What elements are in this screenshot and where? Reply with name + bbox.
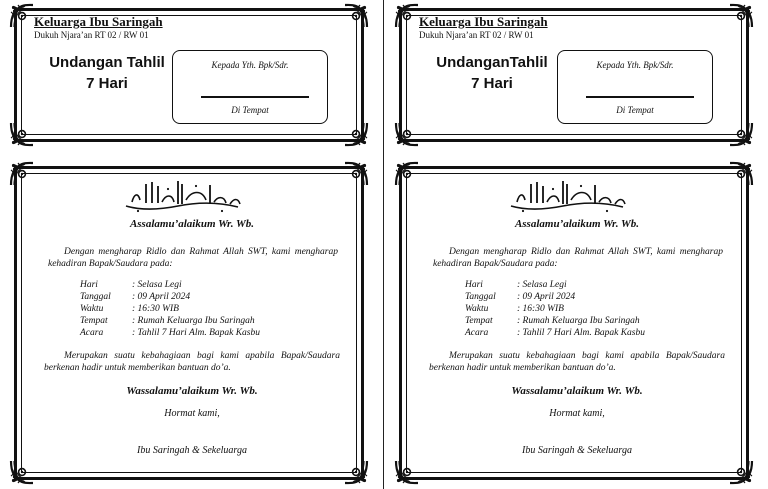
event-details [80, 279, 260, 339]
title-line-1: Undangan Tahlil [49, 54, 165, 71]
invitation-title [417, 52, 567, 94]
opening-greeting: Assalamu’alaikum Wr. Wb. [129, 218, 255, 230]
host-family-name: Keluarga Ibu Saringah [34, 14, 163, 29]
flourish-corner-icon [728, 3, 754, 29]
flourish-corner-icon [728, 161, 754, 187]
flourish-corner-icon [394, 121, 420, 147]
opening-greeting: Assalamu’alaikum Wr. Wb. [514, 218, 640, 230]
flourish-corner-icon [728, 121, 754, 147]
flourish-corner-icon [343, 161, 369, 187]
flourish-corner-icon [394, 459, 420, 485]
recipient-label: Kepada Yth. Bpk/Sdr. [596, 60, 674, 70]
closing-paragraph: Merupakan suatu kebahagiaan bagi kami apabila Bapak/Saudara berkenan hadir untuk memberikan bantuan do’a. [429, 351, 725, 373]
intro-paragraph: Dengan mengharap Ridlo dan Rahmat Allah SWT, kami mengharap kehadiran Bapak/Saudara pada: [433, 247, 723, 269]
recipient-name-line [201, 96, 309, 98]
recipient-label: Kepada Yth. Bpk/Sdr. [211, 60, 289, 70]
closing-greeting: Wassalamu’alaikum Wr. Wb. [126, 385, 258, 397]
event-details [465, 279, 645, 339]
flourish-corner-icon [343, 459, 369, 485]
host-address: Dukuh Njara’an RT 02 / RW 01 [419, 30, 534, 40]
detail-row-date: Tanggal : 09 April 2024 [465, 292, 576, 302]
recipient-place: Di Tempat [231, 105, 269, 115]
detail-row-day: Hari : Selasa Legi [80, 280, 182, 290]
recipient-place: Di Tempat [616, 105, 654, 115]
flourish-corner-icon [394, 3, 420, 29]
flourish-corner-icon [343, 121, 369, 147]
detail-row-day: Hari : Selasa Legi [465, 280, 567, 290]
detail-row-event: Acara : Tahlil 7 Hari Alm. Bapak Kasbu [465, 328, 645, 338]
intro-paragraph: Dengan mengharap Ridlo dan Rahmat Allah SWT, kami mengharap kehadiran Bapak/Saudara pada: [48, 247, 338, 269]
detail-row-time: Waktu : 16:30 WIB [465, 304, 564, 314]
signature-text: Ibu Saringah & Sekeluarga [137, 445, 247, 456]
signature-text: Ibu Saringah & Sekeluarga [522, 445, 632, 456]
title-line-2: 7 Hari [86, 75, 128, 92]
invitation-title [32, 52, 182, 94]
detail-row-event: Acara : Tahlil 7 Hari Alm. Bapak Kasbu [80, 328, 260, 338]
regards-text: Hormat kami, [549, 408, 605, 419]
invitation-card-right [385, 0, 768, 489]
detail-row-place: Tempat : Rumah Keluarga Ibu Saringah [80, 316, 255, 326]
title-line-1: UndanganTahlil [436, 54, 548, 71]
flourish-corner-icon [9, 459, 35, 485]
flourish-corner-icon [343, 3, 369, 29]
flourish-corner-icon [9, 3, 35, 29]
host-address: Dukuh Njara’an RT 02 / RW 01 [34, 30, 149, 40]
basmalah-calligraphy-icon [503, 176, 631, 216]
closing-paragraph: Merupakan suatu kebahagiaan bagi kami apabila Bapak/Saudara berkenan hadir untuk memberikan bantuan do’a. [44, 351, 340, 373]
flourish-corner-icon [9, 121, 35, 147]
closing-greeting: Wassalamu’alaikum Wr. Wb. [511, 385, 643, 397]
recipient-box [172, 50, 328, 124]
basmalah-calligraphy-icon [118, 176, 246, 216]
detail-row-place: Tempat : Rumah Keluarga Ibu Saringah [465, 316, 640, 326]
title-line-2: 7 Hari [471, 75, 513, 92]
recipient-box [557, 50, 713, 124]
regards-text: Hormat kami, [164, 408, 220, 419]
host-family-name: Keluarga Ibu Saringah [419, 14, 548, 29]
flourish-corner-icon [394, 161, 420, 187]
recipient-name-line [586, 96, 694, 98]
flourish-corner-icon [9, 161, 35, 187]
detail-row-date: Tanggal : 09 April 2024 [80, 292, 191, 302]
flourish-corner-icon [728, 459, 754, 485]
detail-row-time: Waktu : 16:30 WIB [80, 304, 179, 314]
